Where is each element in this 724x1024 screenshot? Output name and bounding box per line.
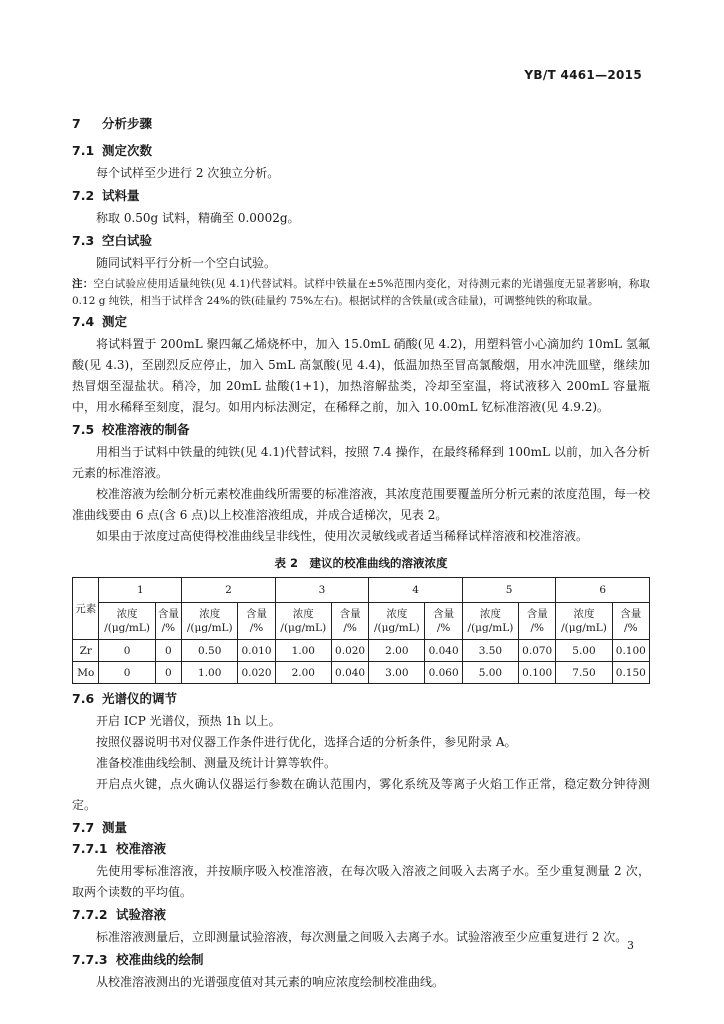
section-7-1-text: 每个试样至少进行 2 次独立分析。 (96, 166, 280, 180)
group-header-cell: 4 (369, 578, 463, 603)
value-cell: 7.50 (556, 662, 612, 684)
standard-code: YB/T 4461—2015 (524, 68, 642, 82)
calibration-concentration-table (72, 577, 650, 684)
section-number: 7.6 (72, 691, 95, 706)
section-7-7-1-heading (72, 840, 650, 858)
value-cell: 0.060 (425, 662, 462, 684)
value-cell: 0.100 (519, 662, 556, 684)
section-7-4-heading (72, 313, 650, 331)
section-number: 7.7 (72, 820, 95, 835)
section-title: 测定 (102, 314, 128, 329)
section-7-3-heading (72, 232, 650, 250)
section-number: 7.5 (72, 422, 95, 437)
concentration-header-cell: 浓度 /(μg/mL) (369, 603, 425, 640)
group-header-cell: 2 (182, 578, 276, 603)
section-number: 7.7.2 (72, 907, 108, 922)
table-2-title: 表 2 建议的校准曲线的溶液浓度 (274, 556, 448, 570)
value-cell: 5.00 (556, 640, 612, 662)
group-header-cell: 6 (556, 578, 650, 603)
value-cell: 3.50 (462, 640, 518, 662)
value-cell: 0.070 (519, 640, 556, 662)
value-cell: 3.00 (369, 662, 425, 684)
content-header-cell: 含量 /% (612, 603, 649, 640)
value-cell: 0.010 (238, 640, 275, 662)
value-cell: 0 (99, 662, 155, 684)
section-7-6-paragraph-3: 准备校准曲线绘制、测量及统计计算等软件。 (96, 756, 337, 770)
page-content (72, 114, 650, 993)
concentration-header-cell: 浓度 /(μg/mL) (275, 603, 331, 640)
section-title: 空白试验 (102, 233, 153, 248)
value-cell: 2.00 (369, 640, 425, 662)
content-header-cell: 含量 /% (331, 603, 368, 640)
section-title: 分析步骤 (102, 116, 153, 131)
section-title: 校准曲线的绘制 (116, 952, 204, 967)
value-cell: 0 (99, 640, 155, 662)
value-cell: 1.00 (275, 640, 331, 662)
section-number: 7.2 (72, 188, 95, 203)
note-text: 空白试验应使用适量纯铁(见 4.1)代替试料。试样中铁量在±5%范围内变化，对待测元素的光谱强度无显著影响，称取 0.12 g 纯铁，相当于试样含 24%的铁(硅量约 75%左右)。根据试样的含铁量(或含硅量)，可调整纯铁的称取量。 (72, 278, 651, 307)
section-7-2-text: 称取 0.50g 试料，精确至 0.0002g。 (96, 211, 300, 225)
section-7-7-3-text: 从校准溶液测出的光谱强度值对其元素的响应浓度绘制校准曲线。 (96, 975, 445, 989)
section-7-2-heading (72, 187, 650, 205)
value-cell: 0 (155, 662, 181, 684)
group-header-cell: 1 (99, 578, 182, 603)
table-row (73, 662, 650, 684)
value-cell: 0.020 (331, 640, 368, 662)
section-7-5-paragraph-1: 用相当于试料中铁量的纯铁(见 4.1)代替试料，按照 7.4 操作，在最终稀释到 100mL 以前，加入各分析元素的标准溶液。 (72, 445, 650, 480)
section-7-6-paragraph-4: 开启点火键，点火确认仪器运行参数在确认范围内，雾化系统及等离子火焰工作正常，稳定数分钟待测定。 (72, 777, 650, 812)
concentration-header-cell: 浓度 /(μg/mL) (182, 603, 238, 640)
value-cell: 1.00 (182, 662, 238, 684)
section-7-heading (72, 114, 650, 132)
group-header-cell: 5 (462, 578, 556, 603)
value-cell: 0.100 (612, 640, 649, 662)
section-title: 校准溶液 (116, 841, 167, 856)
blank-test-note (72, 276, 650, 310)
value-cell: 0 (155, 640, 181, 662)
section-title: 测定次数 (102, 143, 153, 158)
table-body (73, 578, 650, 684)
section-number: 7.4 (72, 314, 95, 329)
section-7-5-paragraph-3: 如果由于浓度过高使得校准曲线呈非线性，使用次灵敏线或者适当稀释试样溶液和校准溶液。 (96, 529, 589, 543)
section-title: 测量 (102, 820, 128, 835)
section-number: 7.7.1 (72, 841, 108, 856)
section-title: 试料量 (102, 188, 140, 203)
element-header-cell: 元素 (73, 578, 99, 640)
value-cell: 0.040 (331, 662, 368, 684)
section-7-3-text: 随同试料平行分析一个空白试验。 (96, 256, 277, 270)
section-7-6-paragraph-1: 开启 ICP 光谱仪，预热 1h 以上。 (96, 714, 281, 728)
section-number: 7.1 (72, 143, 95, 158)
section-7-5-paragraph-2: 校准溶液为绘制分析元素校准曲线所需要的标准溶液，其浓度范围要覆盖所分析元素的浓度范围，每一校准曲线要由 6 点(含 6 点)以上校准溶液组成，并成合适梯次，见表 2。 (72, 487, 650, 522)
section-number: 7.7.3 (72, 952, 108, 967)
section-7-5-heading (72, 421, 650, 439)
value-cell: 0.50 (182, 640, 238, 662)
section-number: 7.3 (72, 233, 95, 248)
section-7-4-text: 将试料置于 200mL 聚四氟乙烯烧杯中，加入 15.0mL 硝酸(见 4.2)，用塑料管小心滴加约 10mL 氢氟酸(见 4.3)，至剧烈反应停止，加入 5mL 高氯酸(见 4.4)，低温加热至冒高氯酸烟，用水冲洗皿壁，继续加热冒烟至湿盐状。稍冷，加 20mL 盐酸(1+1)，加热溶解盐类，冷却至室温，将试液移入 200mL 容量瓶中，用水稀释至刻度，混匀。如用内标法测定，在稀释之前，加入 10.00mL 钇标准溶液(见 4.9.2)。 (72, 337, 650, 414)
section-title: 校准溶液的制备 (102, 422, 190, 437)
section-7-6-paragraph-2: 按照仪器说明书对仪器工作条件进行优化，选择合适的分析条件，参见附录 A。 (96, 735, 517, 749)
concentration-header-cell: 浓度 /(μg/mL) (556, 603, 612, 640)
content-header-cell: 含量 /% (155, 603, 181, 640)
section-title: 光谱仪的调节 (102, 691, 178, 706)
table-header-row (73, 578, 650, 603)
content-header-cell: 含量 /% (425, 603, 462, 640)
section-7-7-heading (72, 819, 650, 837)
section-7-7-1-text: 先使用零标准溶液，并按顺序吸入校准溶液，在每次吸入溶液之间吸入去离子水。至少重复测量 2 次，取两个读数的平均值。 (72, 864, 650, 899)
element-cell: Zr (73, 640, 99, 662)
table-subheader-row (73, 603, 650, 640)
section-7-7-3-heading (72, 951, 650, 969)
section-7-6-heading (72, 690, 650, 708)
section-number: 7 (72, 116, 81, 131)
section-7-7-2-heading (72, 906, 650, 924)
value-cell: 0.020 (238, 662, 275, 684)
page-number: 3 (627, 939, 634, 952)
section-7-1-heading (72, 142, 650, 160)
section-7-7-2-text: 标准溶液测量后，立即测量试验溶液，每次测量之间吸入去离子水。试验溶液至少应重复进行 2 次。 (96, 930, 628, 944)
content-header-cell: 含量 /% (238, 603, 275, 640)
content-header-cell: 含量 /% (519, 603, 556, 640)
concentration-header-cell: 浓度 /(μg/mL) (462, 603, 518, 640)
element-cell: Mo (73, 662, 99, 684)
value-cell: 2.00 (275, 662, 331, 684)
group-header-cell: 3 (275, 578, 369, 603)
value-cell: 0.150 (612, 662, 649, 684)
value-cell: 0.040 (425, 640, 462, 662)
section-title: 试验溶液 (116, 907, 167, 922)
note-label: 注： (72, 278, 94, 290)
concentration-header-cell: 浓度 /(μg/mL) (99, 603, 155, 640)
value-cell: 5.00 (462, 662, 518, 684)
table-row (73, 640, 650, 662)
